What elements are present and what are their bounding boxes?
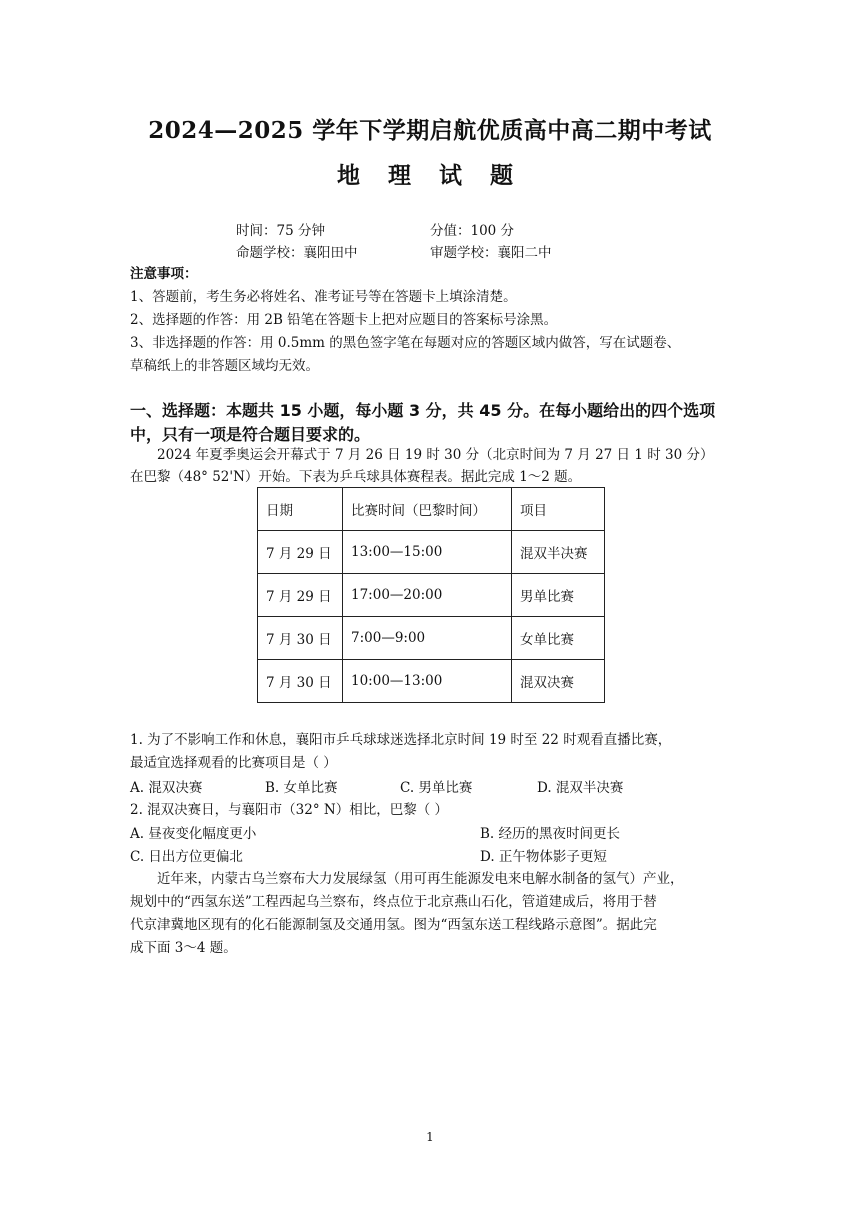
notice-heading: 注意事项： [130,266,198,282]
q1-option-a: A. 混双决赛 [130,780,203,796]
intro2-line3: 代京津冀地区现有的化石能源制氢及交通用氢。图为“西氢东送工程线路示意图”。据此完 [130,917,657,933]
table-cell: 17:00—20:00 [343,574,512,617]
section-heading-line2: 中，只有一项是符合题目要求的。 [130,425,371,444]
table-cell: 7:00—9:00 [343,617,512,660]
exam-title: 2024—2025 学年下学期启航优质高中高二期中考试 [148,117,712,144]
table-cell: 7 月 30 日 [258,660,343,703]
table-row [258,574,605,617]
table-cell: 混双半决赛 [512,531,605,574]
notice-item-3-cont: 草稿纸上的非答题区域均无效。 [130,358,319,374]
table-cell: 男单比赛 [512,574,605,617]
q1-stem-line1: 1. 为了不影响工作和休息，襄阳市乒乓球球迷选择北京时间 19 时至 22 时观看直播比赛， [130,732,672,748]
notice-item-1: 1、答题前，考生务必将姓名、准考证号等在答题卡上填涂清楚。 [130,289,517,305]
table-header-row [258,488,605,531]
subject-title: 地 理 试 题 [336,162,524,189]
intro2-line4: 成下面 3～4 题。 [130,940,237,956]
q2-option-c: C. 日出方位更偏北 [130,849,243,865]
q2-option-d: D. 正午物体影子更短 [480,849,607,865]
q2-stem: 2. 混双决赛日，与襄阳市（32° N）相比，巴黎（ ） [130,802,448,818]
table-row [258,660,605,703]
intro2-line1: 近年来，内蒙古乌兰察布大力发展绿氢（用可再生能源发电来电解水制备的氢气）产业， [157,871,684,887]
table-header-cell: 比赛时间（巴黎时间） [343,488,512,531]
page-number: 1 [426,1130,434,1144]
table-cell: 7 月 29 日 [258,574,343,617]
intro1-line1: 2024 年夏季奥运会开幕式于 7 月 26 日 19 时 30 分（北京时间为 7 月 27 日 1 时 30 分） [157,447,714,463]
q2-option-b: B. 经历的黑夜时间更长 [480,826,621,842]
exam-score: 分值：100 分 [430,223,515,239]
author-school: 命题学校：襄阳田中 [236,245,358,261]
section-heading-line1: 一、选择题：本题共 15 小题，每小题 3 分，共 45 分。在每小题给出的四个选项 [130,401,716,420]
intro2-line2: 规划中的“西氢东送”工程西起乌兰察布，终点位于北京燕山石化，管道建成后，将用于替 [130,894,657,910]
notice-item-3: 3、非选择题的作答：用 0.5mm 的黑色签字笔在每题对应的答题区域内做答，写在试题卷、 [130,335,681,351]
q1-option-d: D. 混双半决赛 [537,780,624,796]
table-row [258,617,605,660]
schedule-table [257,487,605,703]
table-header-cell: 日期 [258,488,343,531]
table-cell: 10:00—13:00 [343,660,512,703]
review-school: 审题学校：襄阳二中 [430,245,552,261]
q2-option-a: A. 昼夜变化幅度更小 [130,826,257,842]
table-cell: 女单比赛 [512,617,605,660]
table-cell: 7 月 29 日 [258,531,343,574]
table-header-cell: 项目 [512,488,605,531]
table-cell: 混双决赛 [512,660,605,703]
intro1-line2: 在巴黎（48° 52'N）开始。下表为乒乓球具体赛程表。据此完成 1～2 题。 [130,469,582,485]
table-cell: 13:00—15:00 [343,531,512,574]
q1-stem-line2: 最适宜选择观看的比赛项目是（ ） [130,755,337,771]
table-cell: 7 月 30 日 [258,617,343,660]
q1-option-b: B. 女单比赛 [265,780,338,796]
notice-item-2: 2、选择题的作答：用 2B 铅笔在答题卡上把对应题目的答案标号涂黑。 [130,312,558,328]
exam-time: 时间：75 分钟 [236,223,325,239]
q1-option-c: C. 男单比赛 [400,780,473,796]
table-row [258,531,605,574]
